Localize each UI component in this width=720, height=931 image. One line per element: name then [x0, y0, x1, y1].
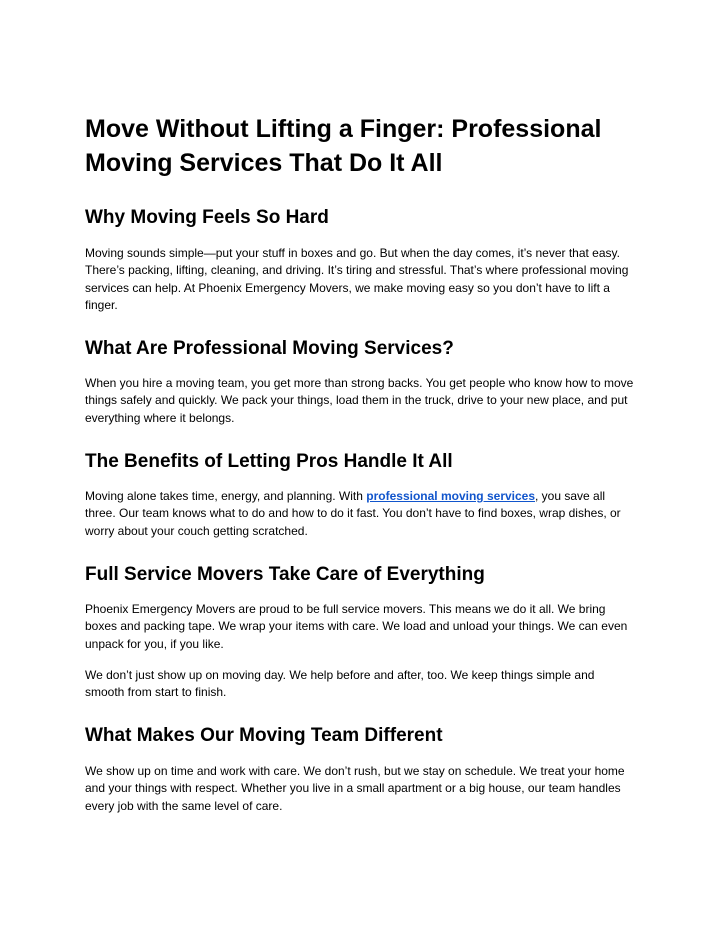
heading-benefits: The Benefits of Letting Pros Handle It All [85, 451, 453, 472]
benefits-text-after: , you save all three. Our team knows what to do and how to do it fast. You don’t have to find boxes, wrap dishes, or worry about your couch getting scratched. [85, 489, 621, 538]
paragraph-what-makes-different: We show up on time and work with care. We don’t rush, but we stay on schedule. We treat your home and your things with respect. Whether you live in a small apartment or a big house, our team handles every job with the same level of care. [85, 764, 625, 813]
benefits-text-before: Moving alone takes time, energy, and planning. With [85, 489, 367, 503]
heading-what-are-services: What Are Professional Moving Services? [85, 338, 454, 359]
paragraph-benefits [85, 488, 637, 540]
heading-why-moving-hard: Why Moving Feels So Hard [85, 207, 329, 228]
paragraph-what-are-services: When you hire a moving team, you get more than strong backs. You get people who know how to move things safely and quickly. We pack your things, load them in the truck, drive to your new place, and put everything where it belongs. [85, 376, 634, 425]
professional-moving-services-link[interactable]: professional moving services [366, 489, 536, 503]
heading-full-service: Full Service Movers Take Care of Everything [85, 564, 485, 585]
page-title: Move Without Lifting a Finger: Professional Moving Services That Do It All [85, 115, 602, 177]
paragraph-why-moving-hard: Moving sounds simple—put your stuff in boxes and go. But when the day comes, it’s never that easy. There’s packing, lifting, cleaning, and driving. It’s tiring and stressful. That’s where professional moving services can help. At Phoenix Emergency Movers, we make moving easy so you don’t have to lift a finger. [85, 246, 629, 313]
paragraph-full-service-1: Phoenix Emergency Movers are proud to be full service movers. This means we do it all. We bring boxes and packing tape. We wrap your items with care. We load and unload your things. We can even unpack for you, if you like. [85, 602, 628, 651]
paragraph-full-service-2: We don’t just show up on moving day. We help before and after, too. We keep things simple and smooth from start to finish. [85, 668, 595, 700]
heading-what-makes-different: What Makes Our Moving Team Different [85, 725, 443, 746]
